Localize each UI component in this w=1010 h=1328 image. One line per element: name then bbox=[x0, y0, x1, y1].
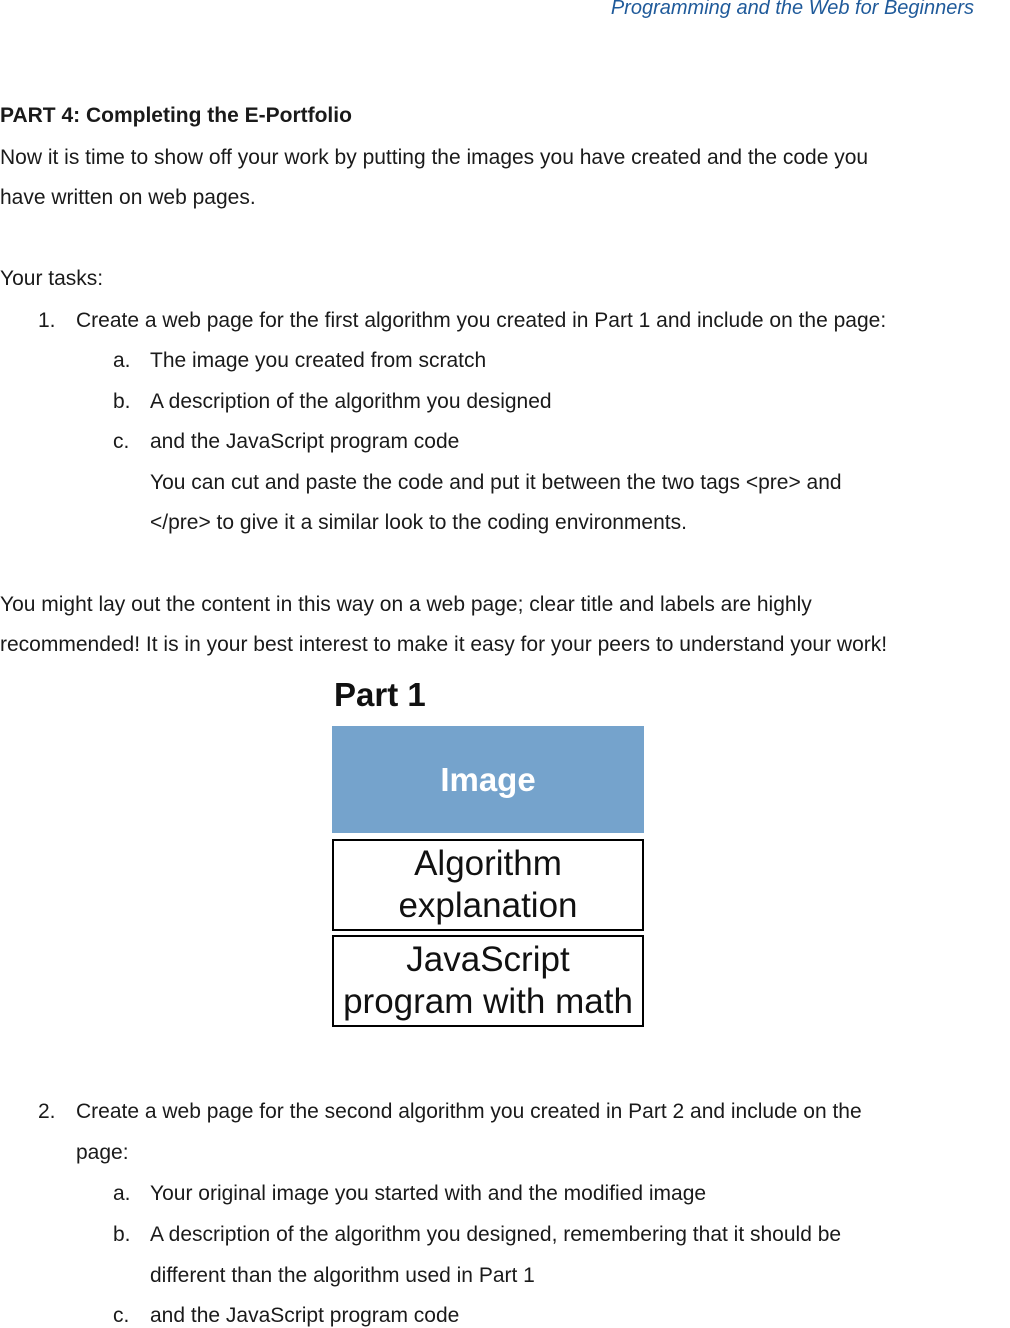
task1-text: Create a web page for the first algorithm you created in Part 1 and include on the page: bbox=[76, 309, 887, 332]
task1-item-b: A description of the algorithm you designed bbox=[150, 390, 552, 413]
intro-line-1: Now it is time to show off your work by putting the images you have created and the code you bbox=[0, 146, 869, 169]
task1-item-c: and the JavaScript program code bbox=[150, 430, 460, 453]
task2-item-a: Your original image you started with and the modified image bbox=[150, 1182, 707, 1205]
intro-line-2: have written on web pages. bbox=[0, 186, 256, 209]
task1-note-line-2: </pre> to give it a similar look to the coding environments. bbox=[150, 511, 687, 534]
task1-item-a-letter: a. bbox=[113, 349, 131, 372]
task1-item-a: The image you created from scratch bbox=[150, 349, 487, 372]
diagram-title: Part 1 bbox=[334, 676, 426, 713]
task2-item-b: A description of the algorithm you designed, remembering that it should be bbox=[150, 1223, 842, 1246]
task2-item-b-continued: different than the algorithm used in Part 1 bbox=[150, 1264, 535, 1287]
diagram-algorithm-label: Algorithm explanation bbox=[398, 844, 578, 925]
tasks-label: Your tasks: bbox=[0, 267, 104, 290]
task1-note-line-1: You can cut and paste the code and put it between the two tags <pre> and bbox=[150, 471, 842, 494]
task2-number: 2. bbox=[38, 1100, 56, 1123]
task1-item-c-letter: c. bbox=[113, 430, 130, 453]
task2-item-c-letter: c. bbox=[113, 1304, 130, 1327]
layout-note-line-2: recommended! It is in your best interest to make it easy for your peers to understand your work! bbox=[0, 633, 888, 656]
diagram-javascript-box bbox=[332, 935, 644, 1027]
task2-text-line-1: Create a web page for the second algorithm you created in Part 2 and include on the bbox=[76, 1100, 862, 1123]
running-header: Programming and the Web for Beginners bbox=[610, 0, 974, 19]
diagram-image-box bbox=[332, 726, 644, 833]
task2-item-c: and the JavaScript program code bbox=[150, 1304, 460, 1327]
task1-number: 1. bbox=[38, 309, 56, 332]
task2-text-line-2: page: bbox=[76, 1141, 129, 1164]
diagram-image-label: Image bbox=[440, 760, 536, 798]
task2-item-a-letter: a. bbox=[113, 1182, 131, 1205]
diagram-javascript-label: JavaScript program with math bbox=[343, 940, 633, 1021]
task1-item-b-letter: b. bbox=[113, 390, 131, 413]
diagram-algorithm-box bbox=[332, 839, 644, 931]
task2-item-b-letter: b. bbox=[113, 1223, 131, 1246]
layout-note-line-1: You might lay out the content in this way on a web page; clear title and labels are highly bbox=[0, 593, 812, 616]
section-title: PART 4: Completing the E-Portfolio bbox=[0, 104, 352, 127]
